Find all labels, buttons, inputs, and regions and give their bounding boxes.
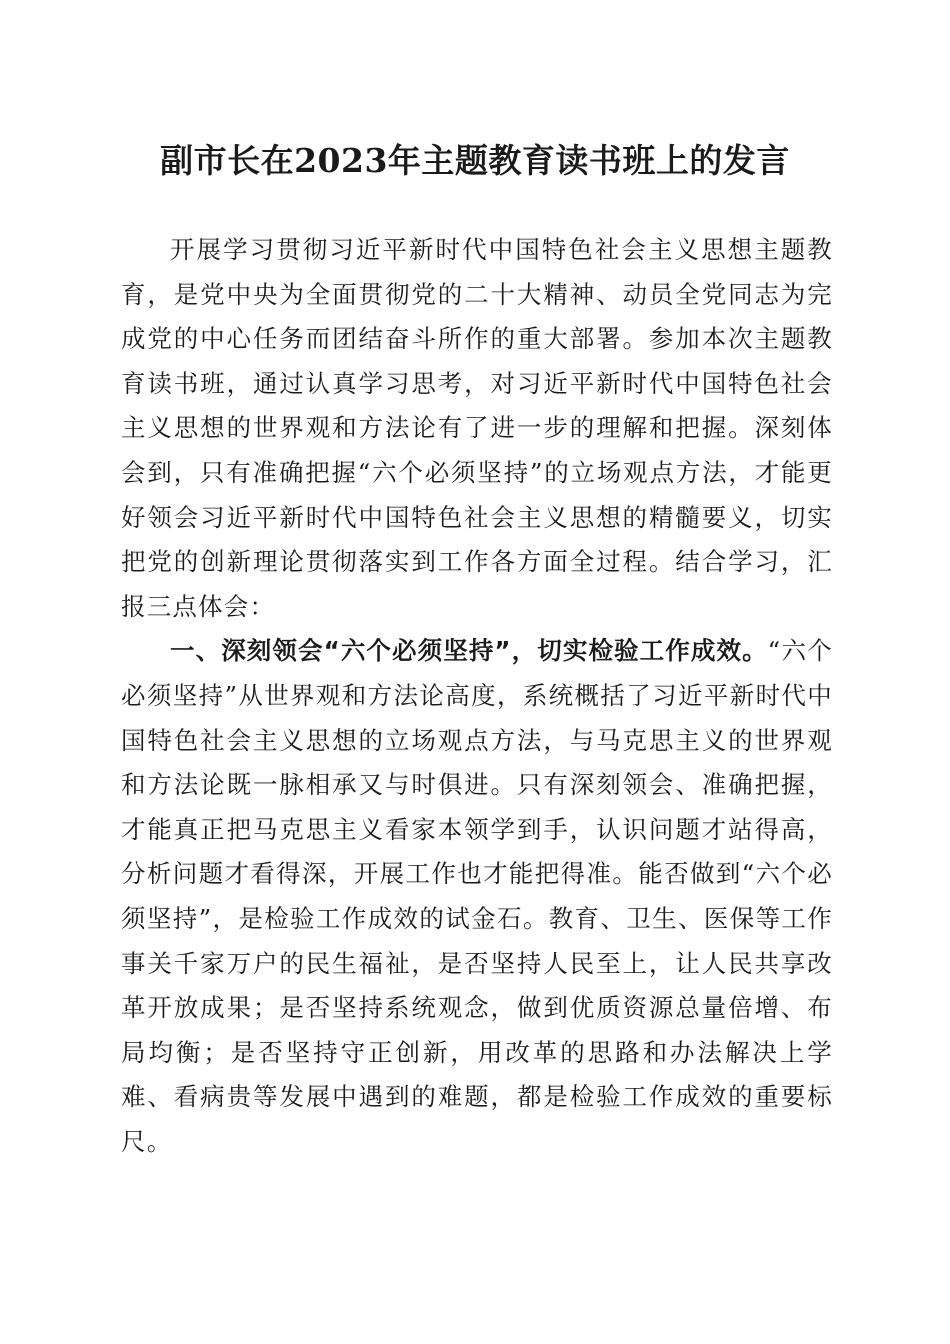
paragraph-point-one-text: “六个必须坚持”从世界观和方法论高度，系统概括了习近平新时代中国特色社会主义思想的立场观点方法，与马克思主义的世界观和方法论既一脉相承又与时俱进。只有深刻领会、准确把握，才能真正把马克思主义看家本领学到手，认识问题才站得高，分析问题才看得深，开展工作也才能把得准。能否做到“六个必须坚持”，是检验工作成效的试金石。教育、卫生、医保等工作事关千家万户的民生福祉，是否坚持人民至上，让人民共享改革开放成果；是否坚持系统观念，做到优质资源总量倍增、布局均衡；是否坚持守正创新，用改革的思路和办法解决上学难、看病贵等发展中遇到的难题，都是检验工作成效的重要标尺。 [121, 636, 834, 1156]
paragraph-point-one [121, 629, 833, 1164]
document-body [121, 228, 833, 1164]
paragraph-intro-text: 开展学习贯彻习近平新时代中国特色社会主义思想主题教育，是党中央为全面贯彻党的二十大精神、动员全党同志为完成党的中心任务而团结奋斗所作的重大部署。参加本次主题教育读书班，通过认真学习思考，对习近平新时代中国特色社会主义思想的世界观和方法论有了进一步的理解和把握。深刻体会到，只有准确把握“六个必须坚持”的立场观点方法，才能更好领会习近平新时代中国特色社会主义思想的精髓要义，切实把党的创新理论贯彻落实到工作各方面全过程。结合学习，汇报三点体会： [121, 235, 833, 621]
paragraph-point-one-heading: 一、深刻领会“六个必须坚持”，切实检验工作成效。 [170, 636, 768, 666]
document-title: 副市长在2023年主题教育读书班上的发言 [160, 141, 790, 180]
paragraph-intro [121, 228, 833, 629]
